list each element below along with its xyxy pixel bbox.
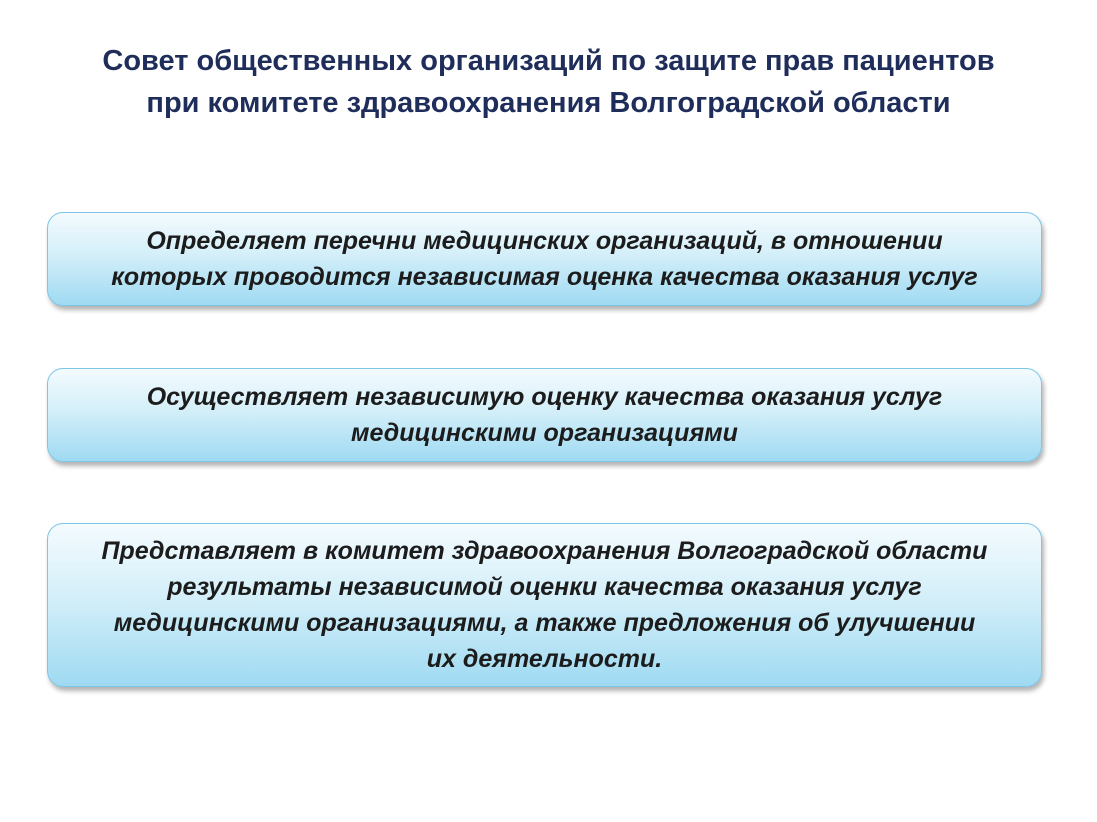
function-panel-conduct-assessment [47,368,1042,462]
panel-text-line: результаты независимой оценки качества оказания услуг [167,573,922,601]
panel-text-line: медицинскими организациями [351,419,738,447]
panel-text-line: Осуществляет независимую оценку качества оказания услуг [146,383,943,411]
panel-text [102,533,988,677]
slide-title-line-2: при комитете здравоохранения Волгоградской области [146,87,951,119]
slide-title-line-1: Совет общественных организаций по защите прав пациентов [102,45,995,77]
slide-title [0,40,1097,124]
panel-text-line: которых проводится независимая оценка качества оказания услуг [111,263,978,291]
function-panel-submit-results [47,523,1042,687]
panel-text [111,223,978,295]
function-panel-define-lists [47,212,1042,306]
panel-text-line: Определяет перечни медицинских организаций, в отношении [146,227,943,255]
panel-text-line: их деятельности. [426,645,663,673]
panel-text-line: медицинскими организациями, а также предложения об улучшении [113,609,976,637]
panel-text-line: Представляет в комитет здравоохранения Волгоградской области [101,537,988,565]
panel-text [147,379,943,451]
